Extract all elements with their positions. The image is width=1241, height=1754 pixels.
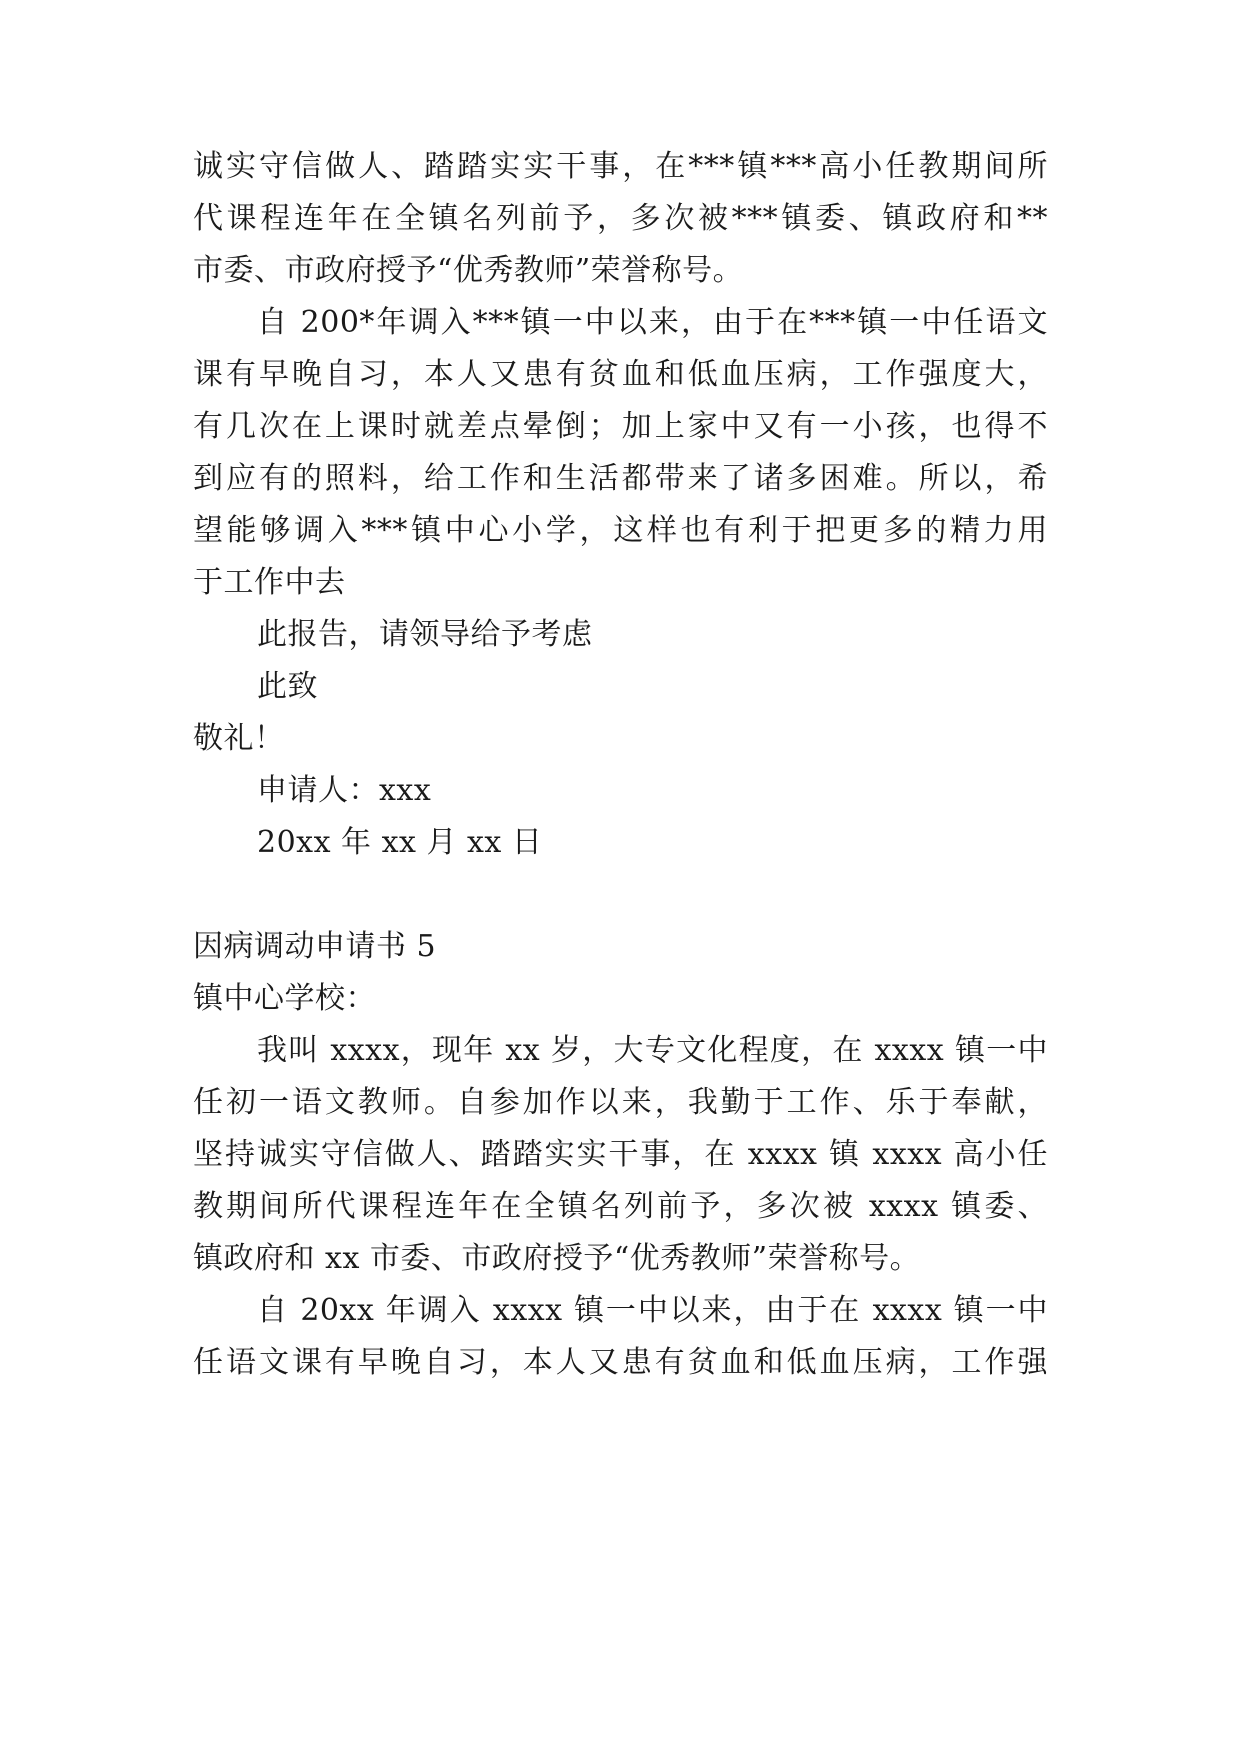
paragraph-line: 到应有的照料，给工作和生活都带来了诸多困难。所以，希 — [193, 461, 1048, 496]
closing-request: 此报告，请领导给予考虑 — [257, 617, 593, 652]
date-line: 20xx 年 xx 月 xx 日 — [257, 825, 543, 860]
paragraph-line: 于工作中去 — [193, 565, 346, 600]
paragraph-line: 望能够调入***镇中心小学，这样也有利于把更多的精力用 — [193, 513, 1048, 548]
paragraph-line: 自 20xx 年调入 xxxx 镇一中以来，由于在 xxxx 镇一中 — [257, 1293, 1048, 1328]
applicant-signature: 申请人：xxx — [257, 773, 432, 808]
paragraph-line: 市委、市政府授予“优秀教师”荣誉称号。 — [193, 253, 744, 288]
paragraph-line: 任语文课有早晚自习，本人又患有贫血和低血压病，工作强 — [193, 1345, 1048, 1380]
addressee: 镇中心学校： — [193, 981, 376, 1016]
paragraph-line: 我叫 xxxx，现年 xx 岁，大专文化程度，在 xxxx 镇一中 — [257, 1033, 1048, 1068]
paragraph-line: 有几次在上课时就差点晕倒；加上家中又有一小孩，也得不 — [193, 409, 1048, 444]
closing-salutation: 此致 — [257, 669, 318, 704]
document-title: 因病调动申请书 5 — [193, 929, 437, 964]
paragraph-line: 任初一语文教师。自参加作以来，我勤于工作、乐于奉献， — [193, 1085, 1048, 1120]
paragraph-line: 课有早晚自习，本人又患有贫血和低血压病，工作强度大， — [193, 357, 1048, 392]
paragraph-line: 镇政府和 xx 市委、市政府授予“优秀教师”荣誉称号。 — [193, 1241, 921, 1276]
paragraph-line: 自 200*年调入***镇一中以来，由于在***镇一中任语文 — [257, 305, 1048, 340]
paragraph-line: 诚实守信做人、踏踏实实干事，在***镇***高小任教期间所 — [193, 149, 1048, 184]
paragraph-line: 教期间所代课程连年在全镇名列前予，多次被 xxxx 镇委、 — [193, 1189, 1048, 1224]
paragraph-line: 代课程连年在全镇名列前予，多次被***镇委、镇政府和** — [193, 201, 1048, 236]
closing-regards: 敬礼！ — [193, 721, 285, 756]
paragraph-line: 坚持诚实守信做人、踏踏实实干事，在 xxxx 镇 xxxx 高小任 — [193, 1137, 1048, 1172]
